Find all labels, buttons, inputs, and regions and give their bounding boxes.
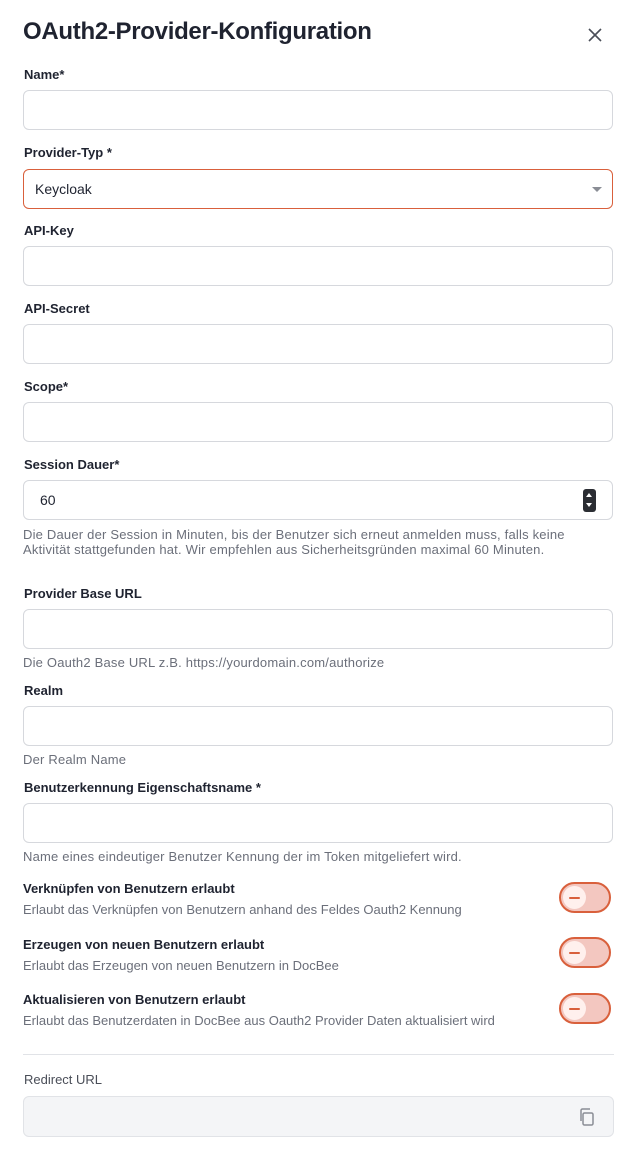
redirect-url-label: Redirect URL (24, 1072, 103, 1087)
provider-type-select[interactable] (23, 169, 613, 209)
divider (23, 1054, 614, 1055)
user-id-property-input[interactable] (23, 803, 613, 843)
provider-base-url-help: Die Oauth2 Base URL z.B. https://yourdomain.com/authorize (23, 655, 385, 670)
session-duration-help: Die Dauer der Session in Minuten, bis der Benutzer sich erneut anmelden muss, falls keine Aktivität stattgefunden hat. Wir empfehlen aus Sicherheitsgründen maximal 60 Minuten. (23, 527, 565, 557)
spinner-up-icon[interactable] (586, 493, 592, 497)
session-duration-label: Session Dauer* (24, 457, 120, 472)
realm-label: Realm (24, 683, 64, 698)
user-id-property-help: Name eines eindeutiger Benutzer Kennung der im Token mitgeliefert wird. (23, 849, 462, 864)
realm-input[interactable] (23, 706, 613, 746)
toggle-off-icon (563, 941, 586, 964)
toggle-update-users-desc: Erlaubt das Benutzerdaten in DocBee aus Oauth2 Provider Daten aktualisiert wird (23, 1013, 495, 1028)
toggle-off-icon (563, 997, 586, 1020)
close-button[interactable] (580, 20, 610, 50)
api-secret-input[interactable] (23, 324, 613, 364)
toggle-update-users-switch[interactable] (559, 993, 611, 1024)
toggle-link-users-desc: Erlaubt das Verknüpfen von Benutzern anhand des Feldes Oauth2 Kennung (23, 902, 462, 917)
session-duration-value: 60 (40, 492, 56, 508)
toggle-link-users-title: Verknüpfen von Benutzern erlaubt (23, 881, 235, 896)
spinner-down-icon[interactable] (586, 503, 592, 507)
api-secret-label: API-Secret (24, 301, 90, 316)
toggle-link-users-switch[interactable] (559, 882, 611, 913)
session-duration-input[interactable] (23, 480, 613, 520)
name-label: Name* (24, 67, 65, 82)
provider-type-value: Keycloak (35, 181, 92, 197)
provider-type-label: Provider-Typ * (24, 145, 112, 160)
realm-help: Der Realm Name (23, 752, 127, 767)
toggle-create-users-switch[interactable] (559, 937, 611, 968)
copy-button[interactable] (577, 1107, 597, 1127)
scope-label: Scope* (24, 379, 69, 394)
dialog-title: OAuth2-Provider-Konfiguration (23, 18, 372, 45)
redirect-url-field (23, 1096, 614, 1137)
scope-input[interactable] (23, 402, 613, 442)
toggle-update-users-title: Aktualisieren von Benutzern erlaubt (23, 992, 246, 1007)
provider-base-url-input[interactable] (23, 609, 613, 649)
number-spinner[interactable] (583, 489, 596, 512)
api-key-label: API-Key (24, 223, 74, 238)
close-icon (587, 27, 603, 43)
copy-icon (577, 1107, 597, 1127)
api-key-input[interactable] (23, 246, 613, 286)
toggle-create-users-title: Erzeugen von neuen Benutzern erlaubt (23, 937, 265, 952)
toggle-create-users-desc: Erlaubt das Erzeugen von neuen Benutzern in DocBee (23, 958, 339, 973)
toggle-off-icon (563, 886, 586, 909)
chevron-down-icon (592, 187, 602, 192)
user-id-property-label: Benutzerkennung Eigenschaftsname * (24, 780, 261, 795)
name-input[interactable] (23, 90, 613, 130)
provider-base-url-label: Provider Base URL (24, 586, 142, 601)
